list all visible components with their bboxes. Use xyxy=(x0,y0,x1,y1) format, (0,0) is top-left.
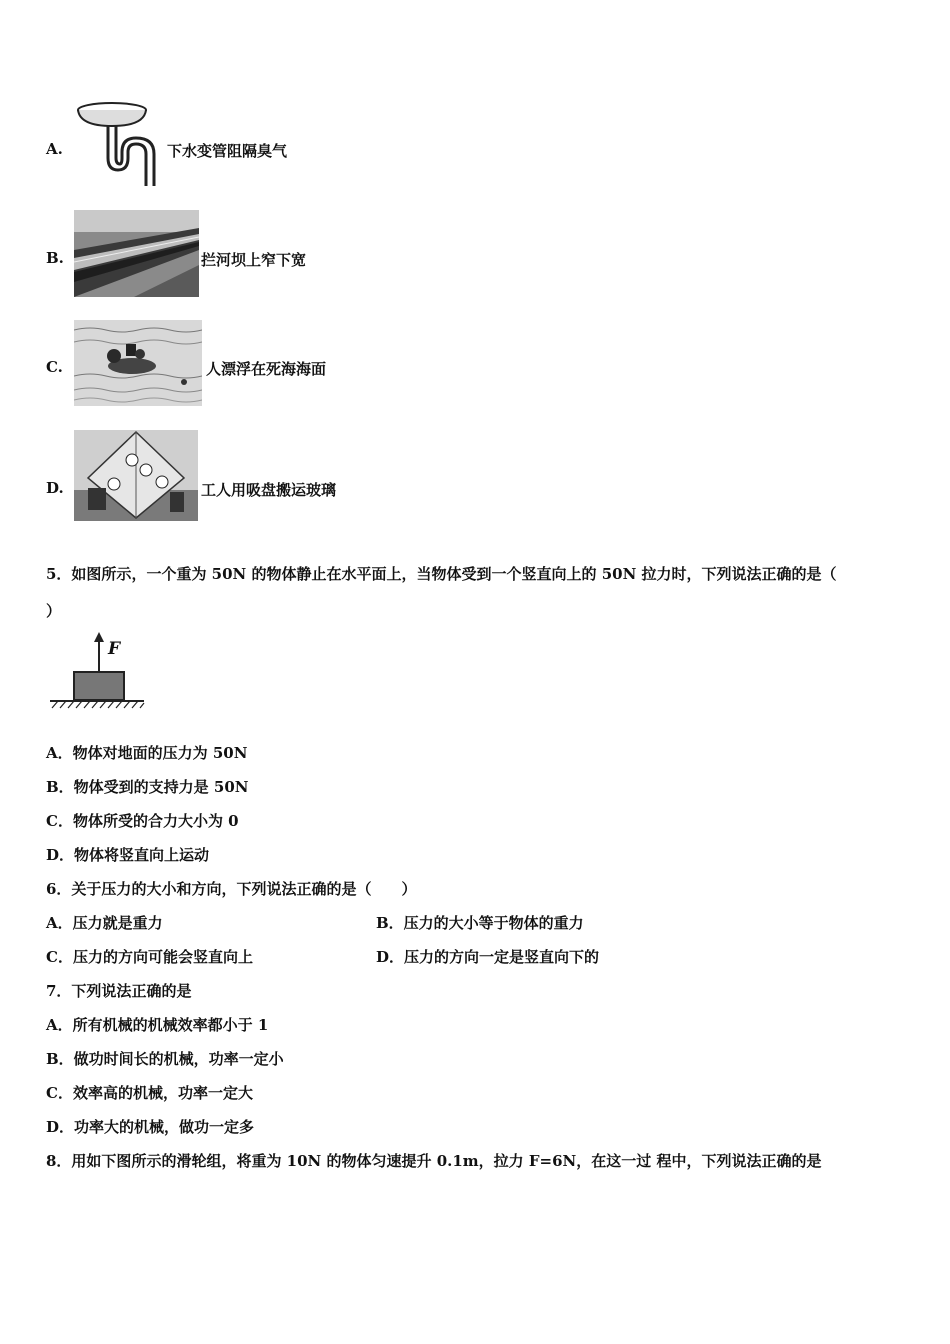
option-b: B．压力的大小等于物体的重力 xyxy=(376,914,584,932)
option-d: D．物体将竖直向上运动 xyxy=(46,846,210,864)
question-stem: 7．下列说法正确的是 xyxy=(46,982,192,1000)
question-stem-continued: ） xyxy=(46,602,62,620)
option-a: A．压力就是重力 xyxy=(46,914,163,932)
dead-sea-photo xyxy=(74,320,202,406)
option-letter: C. xyxy=(46,358,63,376)
option-letter: A. xyxy=(46,140,63,158)
option-caption: 下水变管阻隔臭气 xyxy=(167,142,288,160)
question-stem: 6．关于压力的大小和方向，下列说法正确的是（ ） xyxy=(46,880,417,898)
suction-glass-photo xyxy=(74,430,198,521)
option-b: B．物体受到的支持力是 50N xyxy=(46,778,249,796)
sink-trap-icon xyxy=(74,100,166,190)
option-b: B．做功时间长的机械，功率一定小 xyxy=(46,1050,284,1068)
option-caption: 人漂浮在死海海面 xyxy=(206,360,327,378)
option-letter: B. xyxy=(46,249,64,267)
force-label: F xyxy=(108,639,121,659)
dam-photo xyxy=(74,210,199,297)
option-d: D．功率大的机械，做功一定多 xyxy=(46,1118,255,1136)
block-force-diagram xyxy=(48,632,146,712)
question-stem: 8．用如下图所示的滑轮组，将重为 10N 的物体匀速提升 0.1m，拉力 F=6N，在这一过 程中，下列说法正确的是 xyxy=(46,1152,822,1170)
option-c: C．效率高的机械，功率一定大 xyxy=(46,1084,253,1102)
option-c: C．物体所受的合力大小为 0 xyxy=(46,812,239,830)
option-caption: 拦河坝上窄下宽 xyxy=(201,251,307,269)
option-a: A．物体对地面的压力为 50N xyxy=(46,744,248,762)
option-a: A．所有机械的机械效率都小于 1 xyxy=(46,1016,269,1034)
question-stem: 5．如图所示，一个重为 50N 的物体静止在水平面上，当物体受到一个竖直向上的 50N 拉力时，下列说法正确的是（ xyxy=(46,565,837,583)
option-c: C．压力的方向可能会竖直向上 xyxy=(46,948,253,966)
option-d: D．压力的方向一定是竖直向下的 xyxy=(376,948,600,966)
option-letter: D. xyxy=(46,479,64,497)
option-caption: 工人用吸盘搬运玻璃 xyxy=(201,481,337,499)
